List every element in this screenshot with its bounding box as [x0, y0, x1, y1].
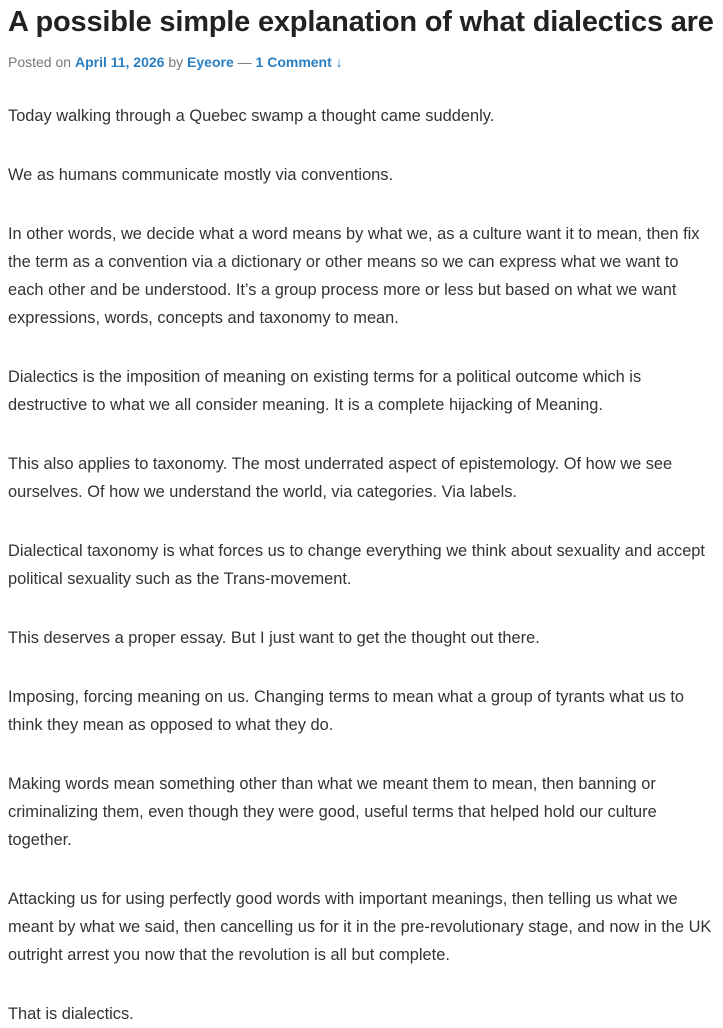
paragraph: In other words, we decide what a word means by what we, as a culture want it to mean, then fix the term as a convention via a dictionary or other means so we can express what we want to each other and be understood. It’s a group process more or less but based on what we want expressions, words, concepts and taxonomy to mean.: [8, 225, 700, 327]
post-title: A possible simple explanation of what dialectics are: [8, 6, 714, 38]
entry-meta: [8, 52, 715, 72]
paragraph: Dialectical taxonomy is what forces us to change everything we think about sexuality and accept political sexuality such as the Trans-movement.: [8, 542, 705, 588]
posted-on-label: Posted on: [8, 54, 72, 70]
paragraph: This deserves a proper essay. But I just want to get the thought out there.: [8, 629, 540, 647]
entry-content: [8, 102, 715, 1028]
paragraph: Making words mean something other than what we meant them to mean, then banning or criminalizing them, even though they were good, useful terms that helped hold our culture together.: [8, 775, 657, 849]
comments-link[interactable]: 1 Comment ↓: [255, 54, 343, 70]
paragraph: We as humans communicate mostly via conventions.: [8, 166, 394, 184]
paragraph: Imposing, forcing meaning on us. Changing terms to mean what a group of tyrants what us to think they mean as opposed to what they do.: [8, 688, 685, 734]
paragraph: Dialectics is the imposition of meaning on existing terms for a political outcome which is destructive to what we all consider meaning. It is a complete hijacking of Meaning.: [8, 368, 642, 414]
paragraph: That is dialectics.: [8, 1005, 134, 1023]
paragraph: Today walking through a Quebec swamp a thought came suddenly.: [8, 107, 495, 125]
meta-separator: —: [237, 54, 252, 70]
post-date-link[interactable]: April 11, 2026: [74, 54, 165, 70]
paragraph: Attacking us for using perfectly good words with important meanings, then telling us what we meant by what we said, then cancelling us for it in the pre-revolutionary stage, and now in the UK outright arrest you now that the revolution is all but complete.: [8, 890, 712, 964]
by-label: by: [168, 54, 184, 70]
author-link[interactable]: Eyeore: [187, 54, 234, 70]
paragraph: This also applies to taxonomy. The most underrated aspect of epistemology. Of how we see ourselves. Of how we understand the world, via categories. Via labels.: [8, 455, 673, 501]
